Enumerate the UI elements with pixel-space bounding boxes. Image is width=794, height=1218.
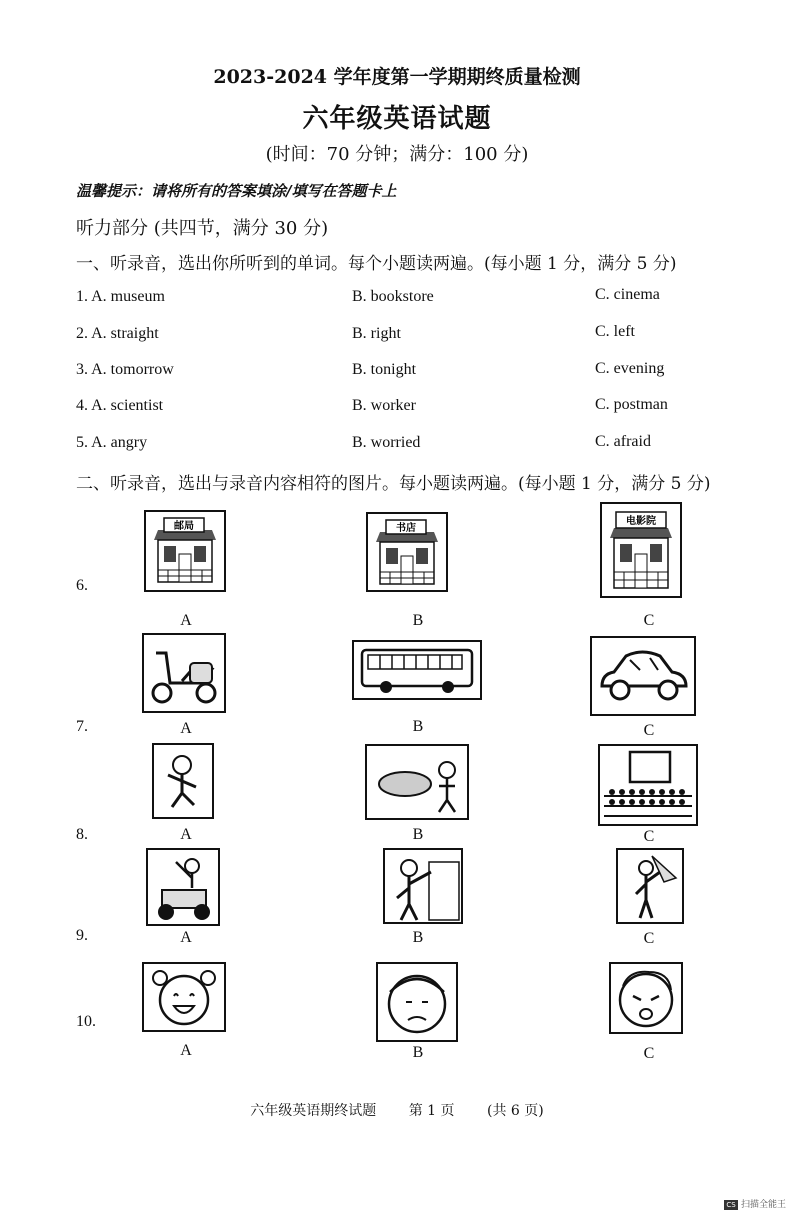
q10-label-a: A [180,1042,192,1059]
q2-option-c: C. left [595,323,635,340]
q4-option-b: B. worker [352,397,416,414]
exam-title: 六年级英语试题 [302,104,492,134]
exam-time-score: (时间：70 分钟；满分：100 分) [265,144,529,165]
q10-label-b: B [412,1044,424,1061]
happy-face-picture [142,962,226,1032]
q5-option-a: 5. A. angry [76,434,148,451]
q8-label-b: B [412,826,424,843]
bus-picture [352,640,482,700]
q7-number: 7. [76,718,88,735]
q1-option-c: C. cinema [595,286,660,303]
footer-page-number: 第 1 页 [408,1103,455,1119]
q3-option-c: C. evening [595,360,665,377]
q5-option-c: C. afraid [595,433,651,450]
police-picture [616,848,684,924]
q8-label-c: C [643,828,655,845]
bookstore-picture [366,512,448,592]
sad-face-picture [376,962,458,1042]
post-office-picture [144,510,226,592]
cinema-picture [600,502,682,598]
q3-option-a: 3. A. tomorrow [76,361,174,378]
q6-label-b: B [412,612,424,629]
q9-label-b: B [412,929,424,946]
cinema-audience-picture [598,744,698,826]
post-office-sign: 邮局 [174,521,194,532]
section2-title: 二、听录音，选出与录音内容相符的图片。每小题读两遍。(每小题 1 分，满分 5 分) [76,474,711,494]
q4-option-a: 4. A. scientist [76,397,164,414]
q9-label-a: A [180,929,192,946]
q6-label-a: A [180,612,192,629]
q9-number: 9. [76,927,88,944]
q8-label-a: A [180,826,192,843]
scanner-watermark [724,1197,786,1210]
q9-label-c: C [643,930,655,947]
car-picture [590,636,696,716]
running-kid-picture [152,743,214,819]
q7-label-c: C [643,722,655,739]
q1-option-a: 1. A. museum [76,288,165,305]
footer-exam-name: 六年级英语期终试题 [250,1103,377,1119]
q1-option-b: B. bookstore [352,288,434,305]
scooter-picture [142,633,226,713]
exam-period-title: 2023-2024 学年度第一学期期终质量检测 [213,66,581,88]
teacher-picture [383,848,463,924]
q7-label-a: A [180,720,192,737]
q5-option-b: B. worried [352,434,421,451]
section1-title: 一、听录音，选出你所听到的单词。每个小题读两遍。(每小题 1 分，满分 5 分) [76,254,677,274]
q10-number: 10. [76,1013,96,1030]
q2-option-a: 2. A. straight [76,325,159,342]
page-footer [0,1100,794,1120]
cooking-picture [365,744,469,820]
cinema-sign: 电影院 [626,516,656,527]
q8-number: 8. [76,826,88,843]
listening-section-title: 听力部分 (共四节，满分 30 分) [76,218,329,239]
scanner-watermark-text: 扫描全能王 [740,1200,786,1210]
q6-number: 6. [76,577,88,594]
tip-text: 温馨提示：请将所有的答案填涂/填写在答题卡上 [76,182,397,200]
q10-label-c: C [643,1045,655,1062]
bookstore-sign: 书店 [396,523,416,534]
q3-option-b: B. tonight [352,361,417,378]
q7-label-b: B [412,718,424,735]
q2-option-b: B. right [352,325,401,342]
scanner-logo-icon: CS [724,1200,738,1210]
q4-option-c: C. postman [595,396,668,413]
angry-face-picture [609,962,683,1034]
footer-total-pages: (共 6 页) [486,1103,544,1119]
farmer-tractor-picture [146,848,220,926]
q6-label-c: C [643,612,655,629]
